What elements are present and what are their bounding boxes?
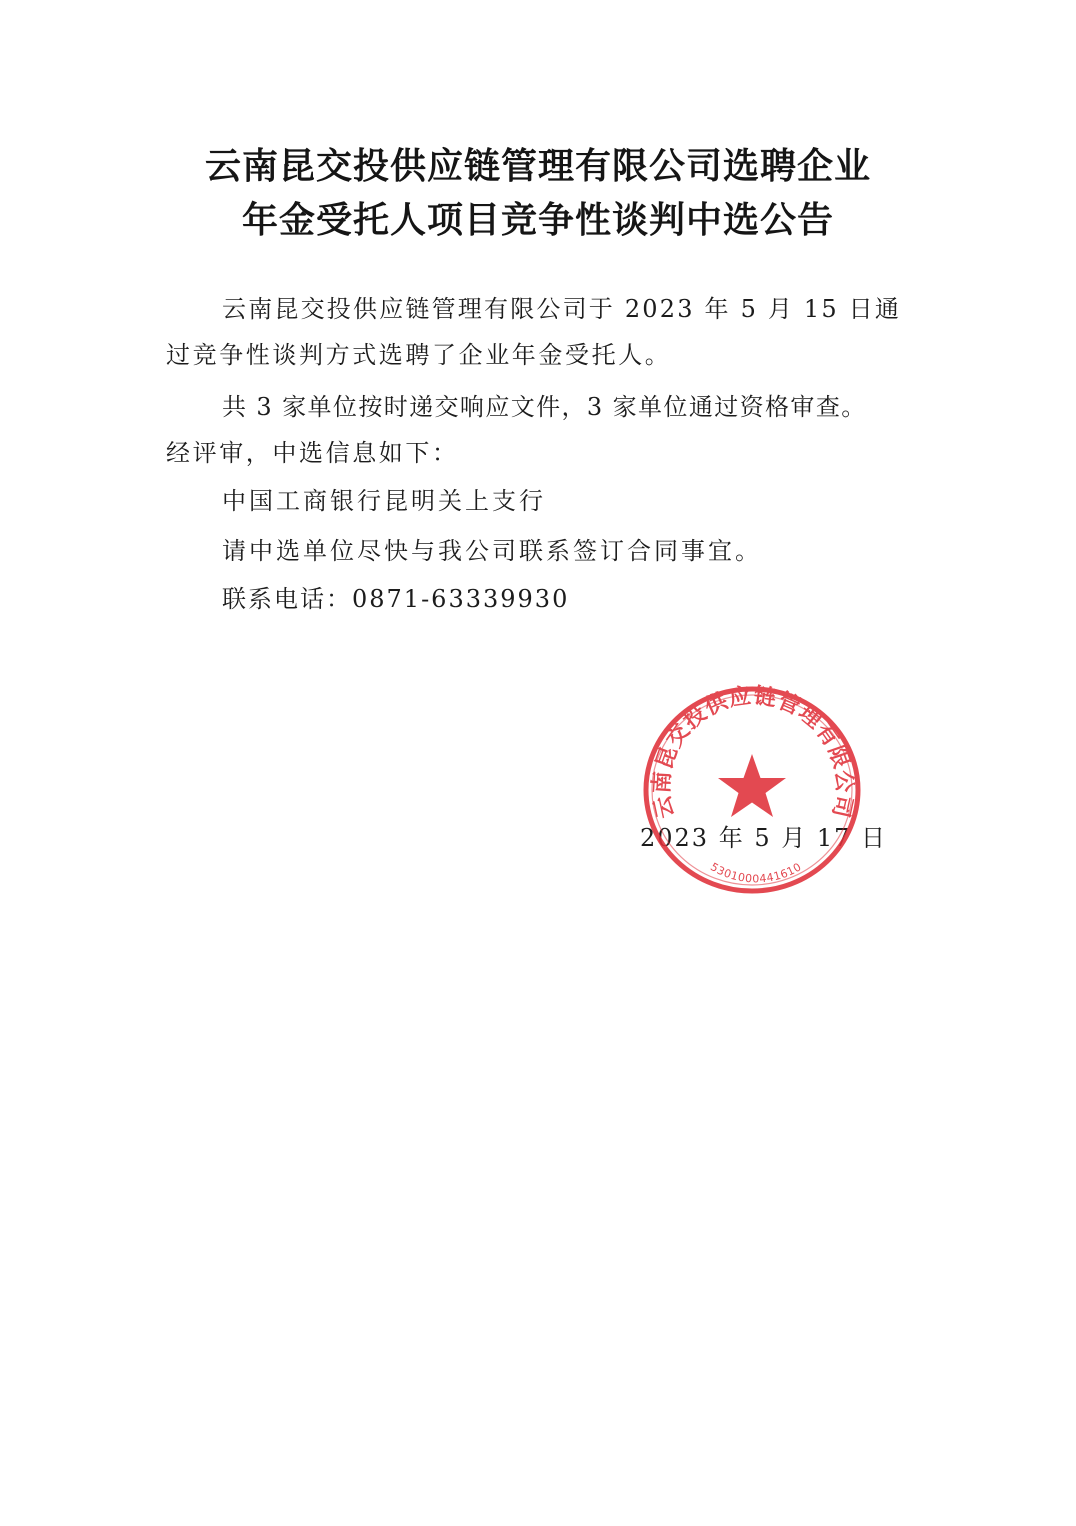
document-title-line2: 年金受托人项目竞争性谈判中选公告	[241, 199, 834, 241]
contract-request: 请中选单位尽快与我公司联系签订合同事宜。	[222, 537, 762, 565]
red-star-icon	[718, 754, 786, 817]
contact-phone: 联系电话：0871-63339930	[222, 585, 570, 613]
seal-code-text: 5301000441610	[708, 860, 804, 886]
company-seal	[640, 682, 864, 898]
paragraph-2-line2: 经评审，中选信息如下：	[166, 439, 459, 467]
seal-ring-text: 云南昆交投供应链管理有限公司	[648, 682, 858, 821]
paragraph-2-line1: 共 3 家单位按时递交响应文件，3 家单位通过资格审查。	[222, 393, 867, 421]
document-title-line1: 云南昆交投供应链管理有限公司选聘企业	[204, 145, 871, 187]
paragraph-1-line2: 过竞争性谈判方式选聘了企业年金受托人。	[166, 341, 672, 369]
paragraph-1-line1: 云南昆交投供应链管理有限公司于 2023 年 5 月 15 日通	[222, 295, 902, 323]
winner-name: 中国工商银行昆明关上支行	[222, 487, 546, 515]
document-date: 2023 年 5 月 17 日	[640, 824, 888, 852]
